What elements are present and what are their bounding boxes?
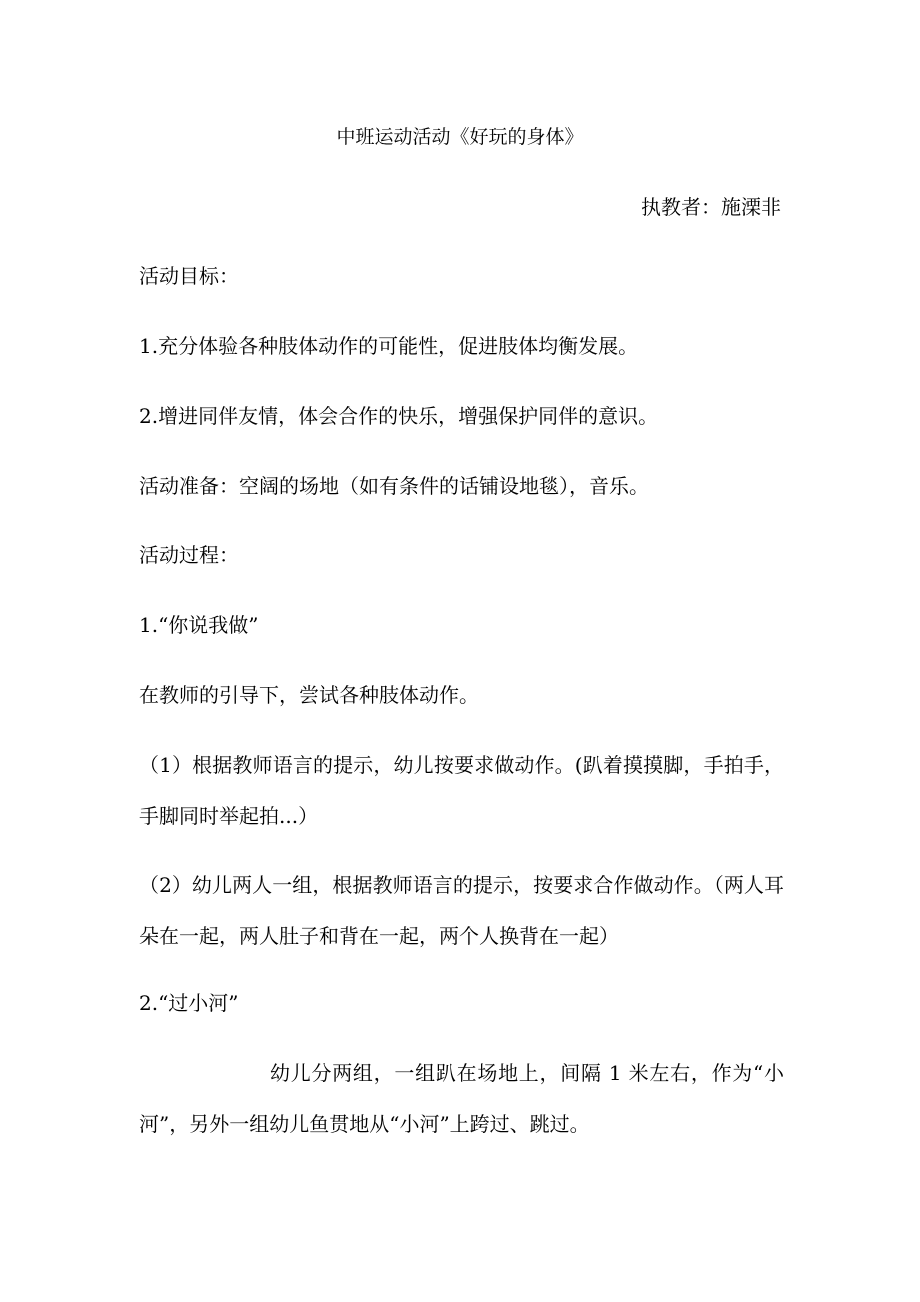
- step-2-text: 幼儿分两组，一组趴在场地上，间隔 1 米左右，作为“小河”，另外一组幼儿鱼贯地从“小河”上跨过、跳过。: [139, 1061, 784, 1136]
- step-1-item-1: （1）根据教师语言的提示，幼儿按要求做动作。(趴着摸摸脚，手拍手，手脚同时举起拍...）: [139, 753, 784, 828]
- goal-item-1: 1.充分体验各种肢体动作的可能性，促进肢体均衡发展。: [139, 334, 639, 358]
- goals-heading: 活动目标：: [139, 264, 239, 288]
- step-2-title: 2.“过小河”: [139, 991, 239, 1015]
- step-1-title: 1.“你说我做”: [139, 613, 259, 637]
- step-1-intro: 在教师的引导下，尝试各种肢体动作。: [139, 683, 479, 707]
- process-heading: 活动过程：: [139, 543, 239, 567]
- author-line: 执教者：施溧非: [641, 195, 781, 219]
- step-1-item-2: （2）幼儿两人一组，根据教师语言的提示，按要求合作做动作。（两人耳朵在一起，两人肚子和背在一起，两个人换背在一起）: [139, 873, 784, 948]
- document-title: 中班运动活动《好玩的身体》: [336, 126, 584, 148]
- preparation-line: 活动准备：空阔的场地（如有条件的话铺设地毯），音乐。: [139, 474, 649, 498]
- goal-item-2: 2.增进同伴友情，体会合作的快乐，增强保护同伴的意识。: [139, 404, 659, 428]
